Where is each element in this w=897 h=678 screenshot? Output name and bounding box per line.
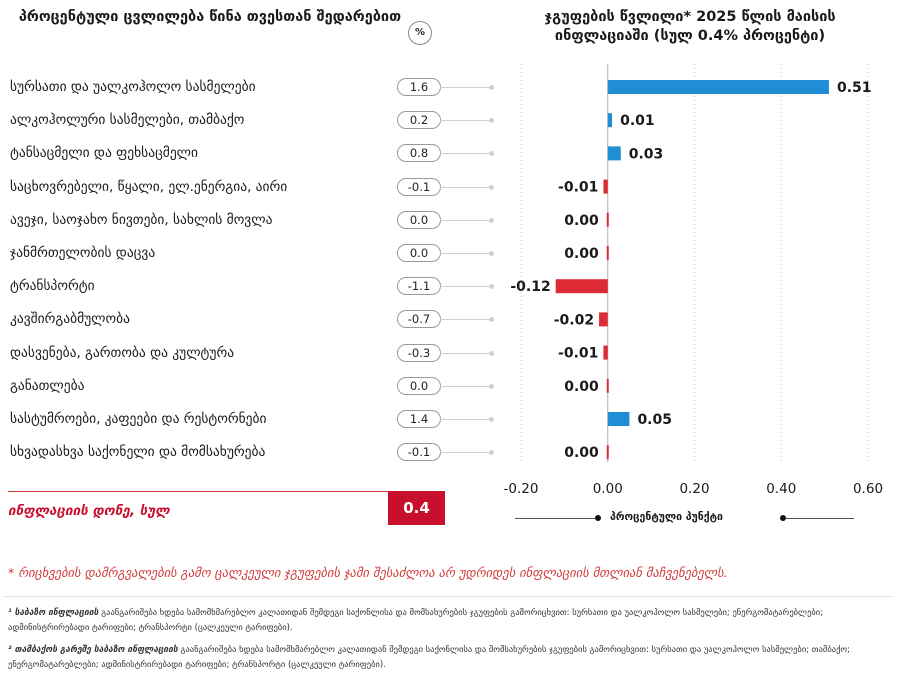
category-label: სხვადასხვა საქონელი და მომსახურება (10, 444, 266, 461)
leader-line (440, 120, 492, 121)
x-axis-label: პროცენტული პუნქტი (610, 511, 723, 523)
monthly-change-pill: -0.7 (397, 310, 441, 328)
category-label: საცხოვრებელი, წყალი, ელ.ენერგია, აირი (10, 178, 288, 195)
leader-dot (489, 450, 494, 455)
left-panel-title: პროცენტული ცვლილება წინა თვესთან შედარებით (18, 9, 402, 25)
leader-dot (489, 185, 494, 190)
x-tick-label: 0.40 (766, 481, 797, 497)
bar (608, 113, 612, 127)
category-label: ტანსაცმელი და ფეხსაცმელი (10, 145, 199, 162)
category-label: კავშირგაბმულობა (10, 311, 131, 328)
leader-line (440, 319, 492, 320)
x-tick-label: -0.20 (503, 481, 539, 497)
total-divider (8, 491, 388, 492)
bar (556, 279, 608, 293)
xlabel-line-left (515, 518, 595, 519)
bar-value-label: -0.12 (510, 279, 551, 296)
bar (608, 146, 621, 160)
category-label: ტრანსპორტი (10, 278, 95, 295)
monthly-change-pill: 0.0 (397, 244, 441, 262)
monthly-change-pill: -1.1 (397, 277, 441, 295)
leader-dot (489, 218, 494, 223)
monthly-change-pill: 0.0 (397, 377, 441, 395)
category-label: სურსათი და უალკოჰოლო სასმელები (10, 79, 256, 95)
bar (607, 445, 609, 459)
category-label: ავეჯი, საოჯახო ნივთები, სახლის მოვლა (10, 211, 273, 228)
chart-title: ჯგუფების წვლილი* 2025 წლის მაისის ინფლაციაში (სულ 0.4% პროცენტი) (544, 9, 836, 44)
percent-badge: % (408, 21, 432, 45)
monthly-change-pill: -0.3 (397, 344, 441, 362)
leader-line (440, 286, 492, 287)
leader-dot (489, 384, 494, 389)
bar (603, 180, 607, 194)
leader-line (440, 452, 492, 453)
bar-value-label: -0.01 (558, 179, 599, 196)
footnote-1 (8, 606, 888, 636)
bar-value-label: 0.01 (620, 113, 655, 130)
total-value-box: 0.4 (388, 491, 445, 525)
leader-line (440, 153, 492, 154)
monthly-change-pill: 0.0 (397, 211, 441, 229)
total-label: ინფლაციის დონე, სულ (8, 503, 170, 519)
leader-dot (489, 85, 494, 90)
bar-value-label: -0.01 (558, 345, 599, 362)
category-label: სასტუმროები, კაფეები და რესტორნები (10, 411, 267, 427)
leader-dot (489, 351, 494, 356)
monthly-change-pill: 0.8 (397, 144, 441, 162)
x-tick-label: 0.60 (852, 481, 884, 497)
bar (608, 80, 829, 94)
leader-line (440, 353, 492, 354)
bar-value-label: 0.51 (836, 80, 872, 96)
monthly-change-pill: 1.4 (397, 410, 441, 428)
leader-dot (489, 417, 494, 422)
category-label: ალკოჰოლური სასმელები, თამბაქო (10, 112, 245, 129)
leader-line (440, 419, 492, 420)
category-label: ჯანმრთელობის დაცვა (10, 245, 156, 261)
bar-value-label: 0.05 (637, 412, 672, 428)
leader-line (440, 386, 492, 387)
bar (607, 213, 609, 227)
footnote-2-term: ² თამბაქოს გარეშე საბაზო ინფლაციის (8, 645, 178, 655)
footnote-divider (4, 596, 893, 597)
bar (607, 246, 609, 260)
leader-dot (489, 251, 494, 256)
bar-value-label: 0.00 (564, 212, 599, 229)
category-label: დასვენება, გართობა და კულტურა (10, 344, 235, 361)
category-label: განათლება (10, 377, 85, 394)
rounding-note: * რიცხვების დამრგვალების გამო ცალკეული ჯგუფების ჯამი შესაძლოა არ უდრიდეს ინფლაციის მთლიან მაჩვენებელს. (8, 565, 728, 580)
xlabel-dot-left (595, 515, 601, 521)
contribution-chart (500, 60, 890, 500)
leader-line (440, 253, 492, 254)
xlabel-line-right (786, 518, 854, 519)
footnote-1-term: ¹ საბაზო ინფლაციის (8, 608, 99, 618)
leader-dot (489, 284, 494, 289)
bar-value-label: 0.00 (564, 246, 599, 262)
leader-line (440, 187, 492, 188)
leader-dot (489, 317, 494, 322)
leader-dot (489, 118, 494, 123)
bar (607, 379, 609, 393)
bar-value-label: -0.02 (553, 312, 595, 329)
bar-value-label: 0.00 (564, 445, 599, 462)
bar (608, 412, 630, 426)
leader-dot (489, 151, 494, 156)
leader-line (440, 87, 492, 88)
bar-value-label: 0.00 (564, 378, 599, 395)
footnote-1-text: გაანგარიშება ხდება სამომხმარებლო კალათიდან შემდეგი საქონლისა და მომსახურების ჯგუფების გამორიცხვით: სურსათი და უალკოჰოლო სასმელები; ენერგომატარებლები; ადმინისტრირებადი ტარიფები; ტრანსპორტი (ცალკეული ტარიფები). (8, 608, 824, 633)
monthly-change-pill: 1.6 (397, 78, 441, 96)
x-tick-label: 0.20 (679, 481, 710, 497)
bar-value-label: 0.03 (628, 146, 664, 163)
bar (599, 312, 608, 326)
footnote-2 (8, 643, 888, 673)
monthly-change-pill: 0.2 (397, 111, 441, 129)
monthly-change-pill: -0.1 (397, 178, 441, 196)
footnote-2-text: გაანგარიშება ხდება სამომხმარებლო კალათიდან შემდეგი საქონლისა და მომსახურების ჯგუფების გამორიცხვით: სურსათი და უალკოჰოლო სასმელები; თამბაქო; ენერგომატარებლები; ადმინისტრირებადი ტარიფები; ტრანსპორტი (ცალკეული ტარიფები). (8, 645, 850, 670)
leader-line (440, 220, 492, 221)
monthly-change-pill: -0.1 (397, 443, 441, 461)
x-tick-label: 0.00 (592, 481, 623, 497)
bar (603, 346, 607, 360)
